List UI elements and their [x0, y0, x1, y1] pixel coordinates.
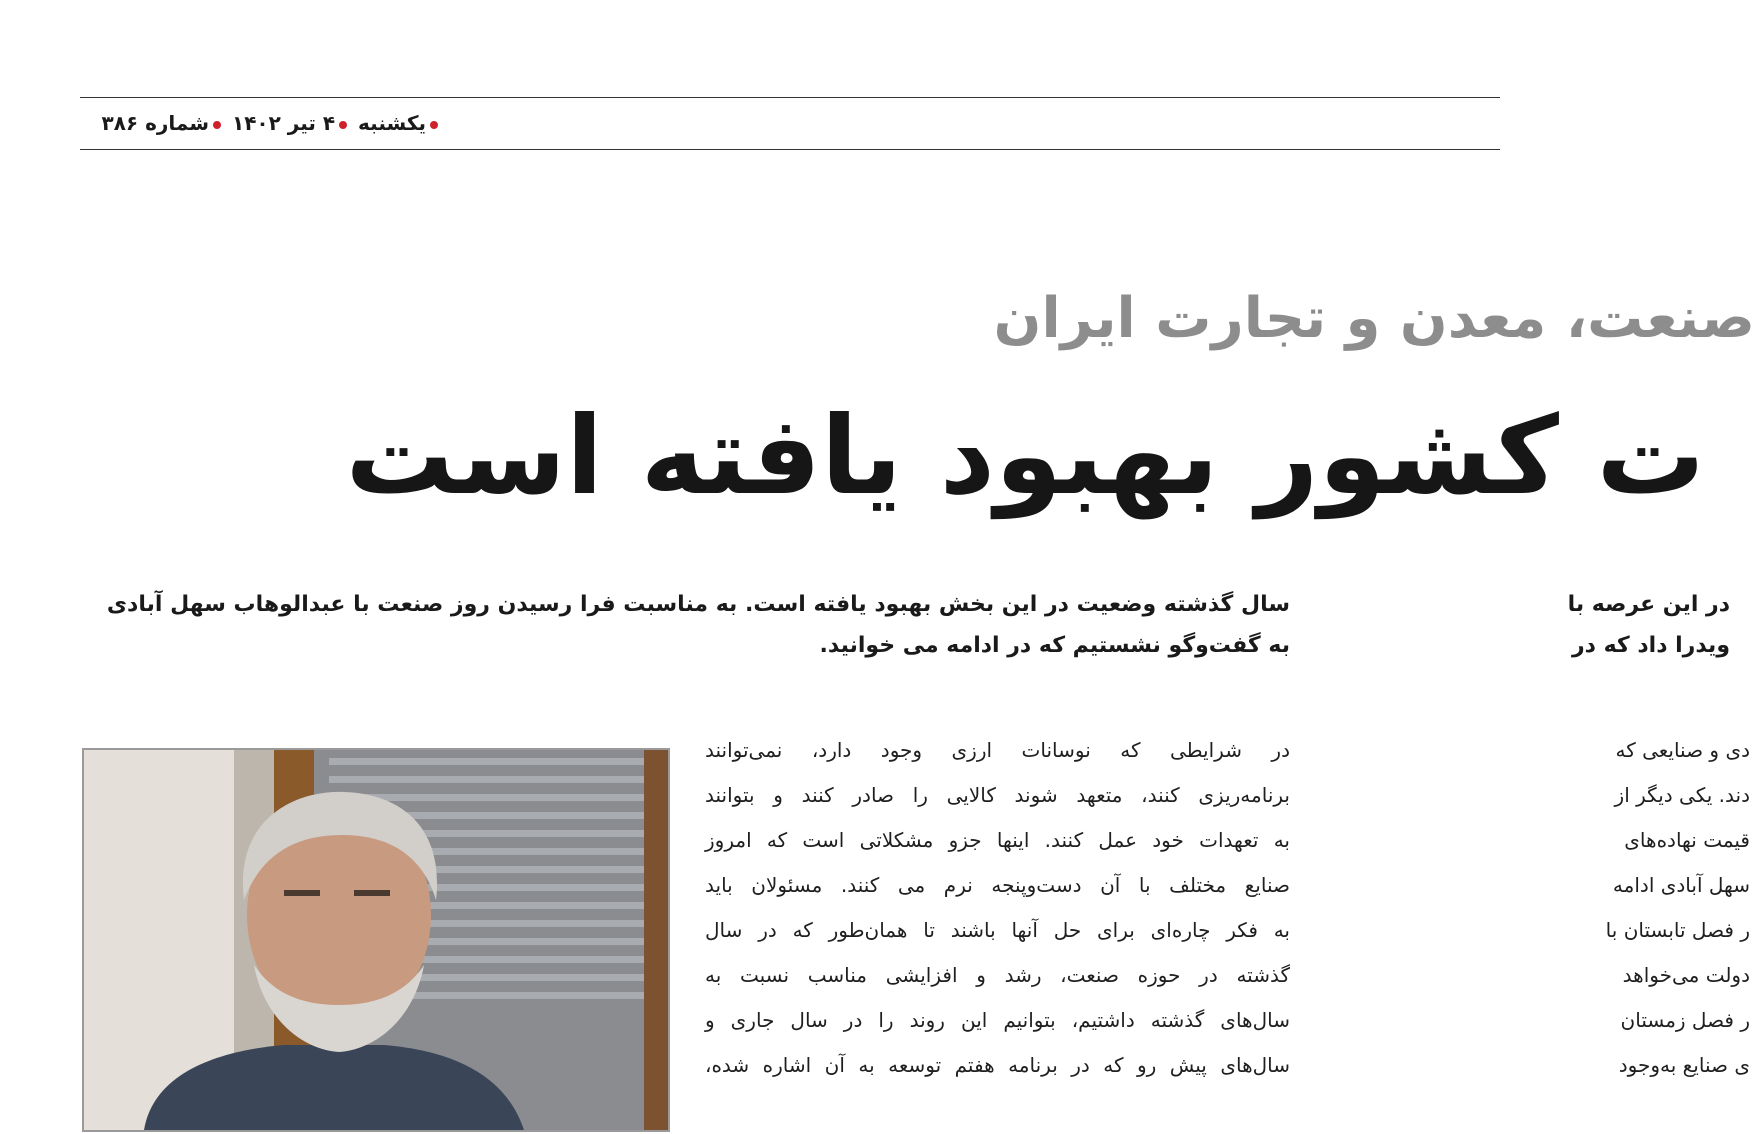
lead-line: به گفت‌وگو نشستیم که در ادامه می خوانید.	[819, 633, 1290, 658]
dateline	[102, 106, 442, 140]
article-lead-partial	[1330, 584, 1730, 666]
body-line: برنامه‌ریزی کنند، متعهد شوند کالایی را صادر کنند و بتوانند	[705, 783, 1290, 807]
body-partial-line: ر فصل زمستان	[1620, 1008, 1750, 1032]
portrait-photo-illustration	[84, 750, 668, 1130]
article-body-partial-column	[1330, 728, 1750, 1088]
body-line: در شرایطی که نوسانات ارزی وجود دارد، نمی‌توانند	[705, 738, 1290, 762]
dateline-date: ۴ تیر ۱۴۰۲	[231, 111, 336, 135]
article-body-column	[705, 728, 1290, 1088]
body-partial-line: دند. یکی دیگر از	[1614, 783, 1750, 807]
bullet-dot	[213, 121, 221, 129]
lead-partial-line: در این عرصه با	[1567, 592, 1730, 617]
portrait-photo	[82, 748, 670, 1132]
header-rule-bottom	[80, 149, 1500, 150]
body-partial-line: ر فصل تابستان با	[1605, 918, 1750, 942]
lead-line: سال گذشته وضعیت در این بخش بهبود یافته است. به مناسبت فرا رسیدن روز صنعت با عبدالوهاب سهل آبادی	[106, 592, 1290, 617]
body-partial-line: سهل آبادی ادامه	[1612, 873, 1750, 897]
article-subheading: صنعت، معدن و تجارت ایران	[993, 286, 1755, 351]
body-line: به تعهدات خود عمل کنند. اینها جزو مشکلاتی است که امروز	[705, 828, 1290, 852]
article-headline: ت کشور بهبود یافته است	[345, 394, 1705, 519]
article-lead	[80, 584, 1290, 666]
header-rule-top	[80, 97, 1500, 98]
lead-partial-line: ویدرا داد که در	[1571, 633, 1730, 658]
dateline-weekday: یکشنبه	[358, 111, 426, 135]
bullet-dot	[430, 121, 438, 129]
body-line: گذشته در حوزه صنعت، رشد و افزایشی مناسب نسبت به	[705, 963, 1290, 987]
body-line: سال‌های پیش رو که در برنامه هفتم توسعه به آن اشاره شده،	[705, 1053, 1290, 1077]
body-partial-line: قیمت نهاده‌های	[1624, 828, 1750, 852]
body-line: به فکر چاره‌ای برای حل آنها باشند تا همان‌طور که در سال	[705, 918, 1290, 942]
dateline-issue: شماره ۳۸۶	[101, 111, 210, 135]
bullet-dot	[339, 121, 347, 129]
body-partial-line: دی و صنایعی که	[1615, 738, 1750, 762]
body-partial-line: دولت می‌خواهد	[1622, 963, 1750, 987]
body-line: سال‌های گذشته داشتیم، بتوانیم این روند را در سال جاری و	[705, 1008, 1290, 1032]
body-partial-line: ی صنایع به‌وجود	[1618, 1053, 1750, 1077]
body-line: صنایع مختلف با آن دست‌وپنجه نرم می کنند. مسئولان باید	[705, 873, 1290, 897]
